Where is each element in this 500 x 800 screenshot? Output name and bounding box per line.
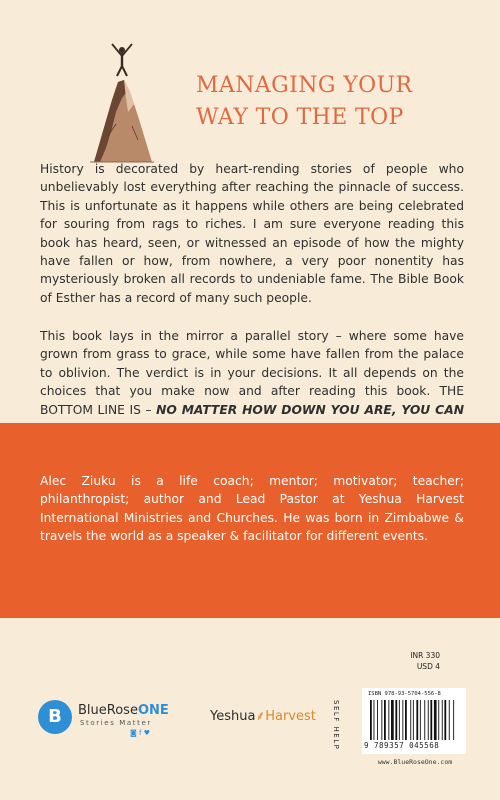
wheat-icon: ⸙ [255, 709, 266, 724]
isbn-text: ISBN 978-93-5704-556-8 [368, 691, 441, 697]
publisher-website: www.BlueRoseOne.com [377, 758, 453, 766]
mountain-summit-illustration [82, 36, 162, 166]
blurb-paragraph-2 [40, 327, 464, 437]
publisher-tagline: Stories Matter [80, 719, 152, 727]
blurb-paragraph-2-text: This book lays in the mirror a parallel story – where some have grown from grass to grace, while some have fallen from the palace to oblivion. The verdict is in your decisions. It all depends on the choices that you make now and after reading this book. THE BOTTOM LINE IS – [40, 329, 464, 417]
title-line-1: MANAGING YOUR [196, 73, 413, 98]
price-block [410, 650, 440, 672]
book-title [196, 70, 486, 134]
isbn-barcode [362, 688, 466, 754]
barcode-icon [370, 700, 460, 740]
title-line-2: WAY TO THE TOP [196, 105, 404, 130]
bottom-line-emphasis: NO MATTER HOW DOWN YOU ARE, YOU CAN [156, 402, 464, 417]
price-inr: INR 330 [410, 651, 440, 660]
bluerose-logo-icon: B [38, 700, 72, 734]
author-bio: Alec Ziuku is a life coach; mentor; motivator; teacher; philanthropist; author and Lead Pastor at Yeshua Harvest International Ministries and Churches. He was born in Zimbabwe & travels the world as a speaker & facilitator for different events. [40, 474, 464, 544]
blurb-paragraph-1: History is decorated by heart-rending stories of people who unbelievably lost everything after reaching the pinnacle of success. This is unfortunate as it happens while others are being celebrated for souring from rags to riches. I am sure everyone reading this book has heard, seen, or witnessed an episode of how the mighty have fallen or how, from nowhere, a very poor nonentity has mysteriously broken all records to undeniable fame. The Bible Book of Esther has a record of many such people. [40, 162, 464, 305]
summit-figure [112, 44, 132, 76]
isbn-digits: 9 789357 045568 [364, 741, 440, 750]
publisher-logo [38, 700, 198, 740]
publisher-name: BlueRoseONE [78, 703, 169, 718]
genre-label: SELF HELP [332, 700, 340, 751]
ministry-logo: Yeshua⸙Harvest [210, 709, 316, 724]
social-icons: ◙ f ♥ [130, 729, 150, 737]
mountain-peak [90, 80, 154, 162]
price-usd: USD 4 [416, 662, 440, 671]
